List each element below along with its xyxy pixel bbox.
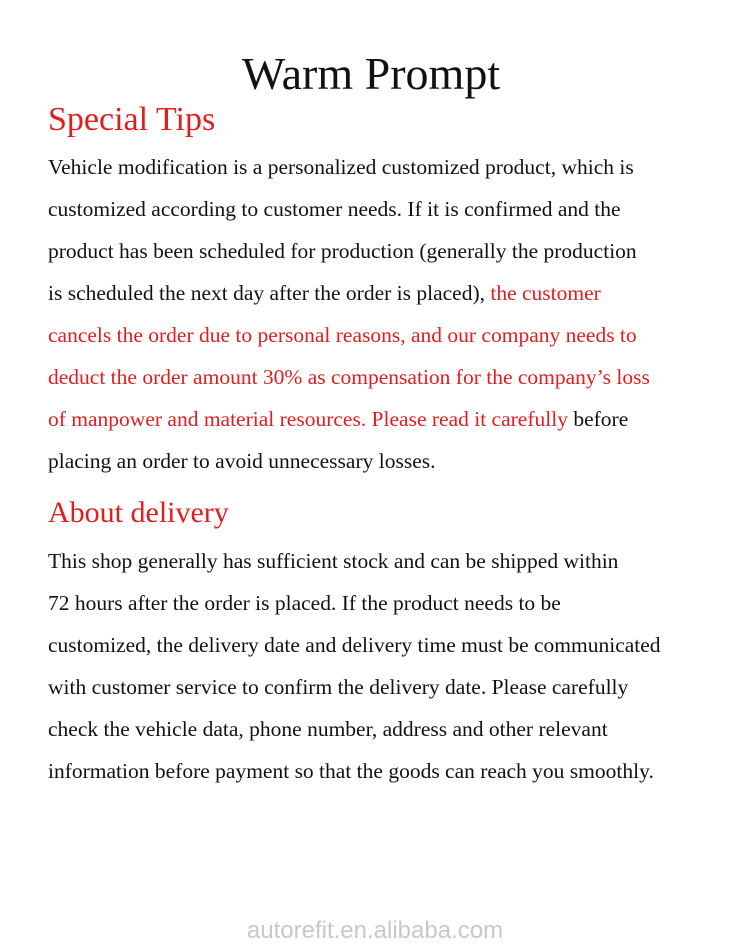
special-tips-line: [48, 230, 750, 272]
special-tips-text: is scheduled the next day after the order is placed),: [48, 281, 491, 305]
special-tips-text: product has been scheduled for production (generally the production: [48, 239, 637, 263]
special-tips-text: Vehicle modification is a personalized customized product, which is: [48, 155, 634, 179]
special-tips-paragraph: [48, 146, 750, 482]
about-delivery-line: This shop generally has sufficient stock and can be shipped within: [48, 549, 619, 573]
special-tips-warning-text: cancels the order due to personal reasons, and our company needs to: [48, 323, 637, 347]
special-tips-heading: Special Tips: [48, 101, 216, 138]
special-tips-line: [48, 398, 750, 440]
special-tips-line: [48, 440, 750, 482]
special-tips-line: [48, 356, 750, 398]
special-tips-text: before: [567, 407, 629, 431]
special-tips-text: placing an order to avoid unnecessary losses.: [48, 449, 436, 473]
special-tips-line: [48, 314, 750, 356]
special-tips-line: [48, 146, 750, 188]
about-delivery-line: with customer service to confirm the delivery date. Please carefully: [48, 675, 629, 699]
special-tips-line: [48, 272, 750, 314]
about-delivery-paragraph: [48, 540, 750, 792]
page-title: Warm Prompt: [241, 48, 501, 99]
special-tips-text: customized according to customer needs. If it is confirmed and the: [48, 197, 621, 221]
about-delivery-line: information before payment so that the goods can reach you smoothly.: [48, 759, 654, 783]
special-tips-warning-text: deduct the order amount 30% as compensation for the company’s loss: [48, 365, 650, 389]
about-delivery-line: check the vehicle data, phone number, address and other relevant: [48, 717, 608, 741]
special-tips-line: [48, 188, 750, 230]
about-delivery-line: customized, the delivery date and delivery time must be communicated: [48, 633, 661, 657]
about-delivery-line: 72 hours after the order is placed. If the product needs to be: [48, 591, 561, 615]
special-tips-warning-text: the customer: [490, 281, 601, 305]
watermark: autorefit.en.alibaba.com: [246, 917, 504, 944]
special-tips-warning-text: of manpower and material resources. Please read it carefully: [48, 407, 568, 431]
about-delivery-heading: About delivery: [48, 496, 229, 529]
